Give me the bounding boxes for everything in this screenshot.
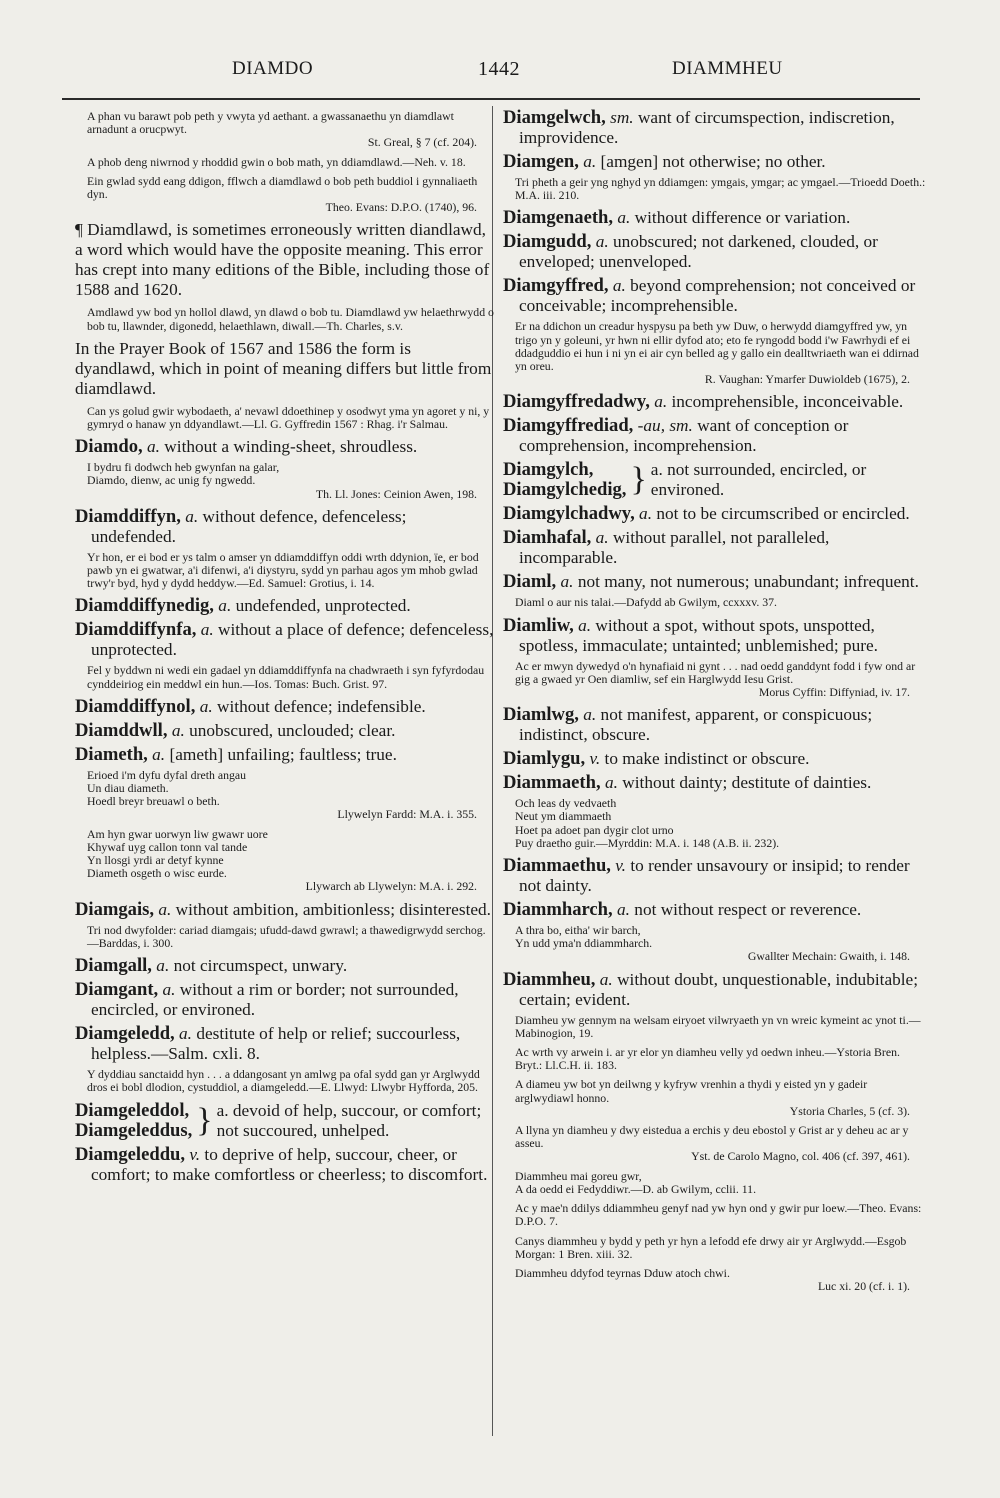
quotation-line: A diameu yw bot yn deilwng y kyfryw vrenhin a thydi y eisted yn y gadeir arglwydiawl honno. [515,1077,868,1105]
quotation-line: Ac y mae'n ddilys ddiammheu genyf nad yw hyn ond y gwir pur loew.—Theo. Evans: D.P.O. 7. [515,1201,922,1229]
dictionary-entry [503,504,928,524]
part-of-speech: a. [560,572,574,592]
entry-definition: [ameth] unfailing; faultless; true. [169,744,397,764]
paired-entry [503,460,928,500]
dictionary-entry [75,620,495,660]
quotation [87,156,495,169]
dictionary-entry [503,108,928,148]
entry-headword: Diamgylch, [503,459,594,481]
part-of-speech: a. [617,900,630,920]
entry-definition: [amgen] not otherwise; no other. [600,152,826,171]
quotation-source: Ystoria Charles, 5 (cf. 3). [789,1103,910,1118]
entry-headword: Diamgudd, [503,231,592,253]
part-of-speech: a. [200,620,214,640]
quotation [87,828,495,894]
entry-definition: to deprive of help, succour, cheer, or comfort; to make comfortless or cheerless; to discomfort. [91,1144,488,1184]
right-column [503,108,928,1299]
quotation-line: A thra bo, eitha' wir barch, [515,923,641,938]
part-of-speech: sm. [610,108,634,127]
header-rule [62,98,920,100]
quotation [515,660,928,700]
quotation [515,596,928,609]
quotation-line: Diamheu yw gennym na welsam eiryoet vilwryaeth yn vn wreic kymeint ac ynot ti.—Mabinogion, 19. [515,1012,921,1040]
part-of-speech: -au, sm. [637,416,693,436]
entry-headword: Diamgeleddol, [75,1099,190,1121]
entry-headword: Diamgylchedig, [503,479,627,501]
quotation [515,320,928,386]
part-of-speech: a. [199,696,213,716]
entry-headword: Diamgyffred, [503,275,609,297]
quotation-line: Diamdo, dienw, ac unig fy ngwedd. [87,473,256,488]
part-of-speech: a. [604,773,618,793]
quotation [87,769,495,822]
dictionary-entry [503,773,928,793]
entry-definition: without ambition, ambitionless; disinterested. [175,899,492,919]
entry-definition: not manifest, apparent, or conspicuous; indistinct, obscure. [519,705,873,745]
quotation [515,924,928,964]
entry-headword: Diamliw, [503,614,574,636]
quotation-line: Yn llosgi yrdi ar detyf kynne [87,853,224,868]
entry-headword: Diamgeleddus, [75,1119,193,1141]
paired-headwords [503,460,630,500]
quotation-line: Puy draetho guir.—Myrddin: M.A. i. 148 (A.B. ii. 232). [515,835,780,850]
quotation [87,924,495,950]
entry-definition: without a spot, without spots, unspotted, spotless, immaculate; untainted; unblemished; pure. [519,615,878,655]
entry-headword: Diammheu, [503,968,596,990]
entry-definition: without difference or variation. [634,208,851,228]
dictionary-entry [75,721,495,741]
quotation-line: Un diau diameth. [87,781,169,796]
entry-definition: unobscured; not darkened, clouded, or enveloped; unenveloped. [519,232,878,272]
brace-glyph: } [630,461,647,499]
dictionary-entry [503,152,928,172]
part-of-speech: a. [578,615,592,635]
entry-definition: beyond comprehension; not conceived or conceivable; incomprehensible. [519,276,916,316]
part-of-speech: a. [171,720,185,740]
entry-definition: without a rim or border; not surrounded, encircled, or environed. [91,980,459,1020]
quotation [515,1046,928,1072]
quotation-line: Y dyddiau sanctaidd hyn . . . a ddangosant yn amlwg pa ofal sydd gan yr Arglwydd dros ei bobl dlodion, cystuddiol, a diamgeledd.—E. Llwyd: Llwybr Hyfforda, 205. [87,1067,480,1095]
dictionary-entry [503,749,928,769]
part-of-speech: a. [617,208,631,228]
quotation-source: R. Vaughan: Ymarfer Duwioldeb (1675), 2. [704,372,910,387]
dictionary-entry [503,528,928,568]
quotation [87,664,495,690]
quotation [515,1124,928,1164]
entry-headword: Diamlygu, [503,748,586,770]
dictionary-entry [75,697,495,717]
quotation-line: Erioed i'm dyfu dyfal dreth angau [87,767,247,782]
part-of-speech: a. [156,956,170,976]
entry-definition: destitute of help or relief; succourless, helpless.—Salm. cxli. 8. [91,1024,461,1064]
quotation [87,461,495,501]
quotation-line: Diammheu ddyfod teyrnas Dduw atoch chwi. [515,1265,730,1280]
entry-headword: Diamgenaeth, [503,207,614,229]
part-of-speech: a. [612,276,626,296]
entry-headword: Diammaeth, [503,772,601,794]
dictionary-entry [75,1145,495,1185]
entry-definition: not to be circumscribed or encircled. [656,504,910,524]
quotation [87,175,495,215]
entry-definition: unobscured, unclouded; clear. [189,720,396,740]
quotation-line: Hoet pa adoet pan dygir clot urno [515,822,674,837]
dictionary-entry [503,392,928,412]
entry-headword: Diamddiffynol, [75,695,196,717]
part-of-speech: a. [639,504,653,524]
quotation-line: Fel y byddwn ni wedi ein gadael yn ddiamddiffynfa na chadwraeth i syn fyfyrdodau cynddeiriog ein meddwl ein hun.—Ios. Tomas: Buch. Grist. 97. [87,663,485,691]
entry-headword: Diamgeleddu, [75,1143,186,1165]
quotation-source: Luc xi. 20 (cf. i. 1). [817,1279,910,1294]
entry-headword: Diamgeledd, [75,1023,175,1045]
dictionary-entry [503,616,928,656]
part-of-speech: a. [152,744,166,764]
entry-headword: Diamgais, [75,898,155,920]
dictionary-entry [503,416,928,456]
quotation [515,1170,928,1196]
part-of-speech: a. [654,392,668,412]
part-of-speech: a. [583,705,597,725]
left-column [75,108,495,1189]
part-of-speech: a. [162,980,176,1000]
entry-headword: Diammharch, [503,899,613,921]
quotation [515,1267,928,1293]
entry-headword: Diamgelwch, [503,107,606,128]
dictionary-entry [503,705,928,745]
entry-headword: Diamgylchadwy, [503,503,635,525]
quotation [515,1078,928,1118]
dictionary-entry [503,856,928,896]
quotation-line: Tri pheth a geir yng nghyd yn ddiamgen: ymgais, ymgar; ac ymgael.—Trioedd Doeth.: M.A. iii. 210. [515,175,926,203]
dictionary-entry [75,956,495,976]
usage-note: ¶ Diamdlawd, is sometimes erroneously written diandlawd, a word which would have the opposite meaning. This error has crept into many editions of the Bible, including those of 1588 and 1620. [75,220,490,300]
part-of-speech: a. [583,152,597,171]
quotation [87,306,495,332]
usage-note: In the Prayer Book of 1567 and 1586 the form is dyandlawd, which in point of meaning differs but little from diamdlawd. [75,338,492,398]
quotation-line: Ac er mwyn dywedyd o'n hynafiaid ni gynt . . . nad oedd ganddynt fodd i fyw ond ar gig a gwaed yr Oen diamliw, sef ein Harglwydd Iesu Grist. [515,658,916,686]
quotation-source: Theo. Evans: D.P.O. (1740), 96. [325,200,477,215]
quotation-line: A da oedd ei Fedyddiwr.—D. ab Gwilym, cclii. 11. [515,1181,757,1196]
entry-definition: to render unsavoury or insipid; to render not dainty. [519,856,910,896]
quotation-line: Diammheu mai goreu gwr, [515,1168,642,1183]
part-of-speech: v. [615,856,626,876]
entry-definition: undefended, unprotected. [235,596,411,616]
entry-definition: without defence; indefensible. [217,696,426,716]
quotation-source: Llywarch ab Llywelyn: M.A. i. 292. [305,879,477,894]
dictionary-entry [75,900,495,920]
quotation-source: Gwallter Mechain: Gwaith, i. 148. [747,949,910,964]
quotation-source: Th. Ll. Jones: Ceinion Awen, 198. [315,486,477,501]
dictionary-entry [503,970,928,1010]
part-of-speech: a. [158,899,172,919]
quotation [515,1202,928,1228]
paired-headwords [75,1101,196,1141]
entry-headword: Diamgant, [75,979,159,1001]
dictionary-entry [75,437,495,457]
quotation-line: Am hyn gwar uorwyn liw gwawr uore [87,826,268,841]
dictionary-entry [503,900,928,920]
entry-definition: without a winding-sheet, shroudless. [164,437,418,457]
quotation-line: Diameth osgeth o wisc eurde. [87,866,227,881]
quotation [515,176,928,202]
part-of-speech: a. [218,596,232,616]
quotation-line: A llyna yn diamheu y dwy eistedua a erchis y deu ebostol y Grist ar y deheu ac ar y asseu. [515,1123,909,1151]
entry-definition: a. not surrounded, encircled, or environed. [650,460,867,500]
quotation-line: A phob deng niwrnod y rhoddid gwin o bob math, yn ddiamdlawd.—Neh. v. 18. [87,154,466,169]
dictionary-entry [503,232,928,272]
quotation-line: Tri nod dwyfolder: cariad diamgais; ufudd-dawd gwrawl; a thawedigrwydd serchog.—Barddas, i. 300. [87,922,486,950]
quotation-line: Yn udd yma'n ddiammharch. [515,936,653,951]
quotation-line: Canys diammheu y bydd y peth yr hyn a lefodd efe drwy air yr Arglwydd.—Esgob Morgan: 1 Bren. xiii. 32. [515,1233,907,1261]
quotation-source: Llywelyn Fardd: M.A. i. 355. [337,807,477,822]
quotation-line: Can ys golud gwir wybodaeth, a' nevawl ddoethinep y osodwyt yma yn agoret y ni, y gymryd o hanaw yn ddyandlawt.—Ll. G. Gyffredin 1567 : Rhag. i'r Salmau. [87,403,490,432]
entry-definition: not without respect or reverence. [634,900,862,920]
entry-definition: want of circumspection, indiscretion, improvidence. [519,108,895,147]
entry-headword: Diaml, [503,571,557,593]
quotation-line: A phan vu barawt pob peth y vwyta yd aethant. a gwassanaethu yn diamdlawt arnadunt a orucpwyt. [87,109,454,137]
quotation [87,1068,495,1094]
entry-definition: want of conception or comprehension, incomprehension. [519,416,849,456]
entry-definition: a. devoid of help, succour, or comfort; not succoured, unhelped. [216,1100,482,1140]
dictionary-entry [75,980,495,1020]
entry-headword: Diamddiffynedig, [75,595,214,617]
quotation [87,405,495,431]
entry-definition: not many, not numerous; unabundant; infrequent. [577,572,919,592]
quotation-line: Yr hon, er ei bod er ys talm o amser yn ddiamddiffyn oddi wrth ddynion, ïe, er bod pawb yn ei gwatwar, a'i difenwi, a'i diystyru, sydd yn parhau agos ym mhob gwlad trwy'r byd, hyd y dydd heddyw.—Ed. Samuel: Grotius, i. 14. [87,549,479,591]
quotation [87,551,495,591]
quotation-source: St. Greal, § 7 (cf. 204). [367,135,477,150]
part-of-speech: a. [599,969,613,989]
quotation [515,1014,928,1040]
part-of-speech: a. [595,528,609,548]
entry-headword: Diamdo, [75,436,143,458]
dictionary-entry [75,1024,495,1064]
part-of-speech: v. [189,1144,201,1164]
entry-definition: without dainty; destitute of dainties. [622,773,872,793]
entry-headword: Diammaethu, [503,855,611,877]
part-of-speech: a. [179,1024,192,1044]
dictionary-entry [75,596,495,616]
running-head-right: DIAMMHEU [672,58,783,79]
quotation-line: Ac wrth vy arwein i. ar yr elor yn diamheu velly yd oedwn inheu.—Ystoria Bren. Bryt.: Ll.C.H. ii. 183. [515,1045,900,1073]
quotation-line: Ein gwlad sydd eang ddigon, fflwch a diamdlawd o bob peth buddiol i gynnaliaeth dyn. [87,173,478,202]
entry-definition: incomprehensible, inconceivable. [671,392,904,412]
entry-headword: Diameth, [75,743,148,765]
entry-headword: Diamgyffrediad, [503,415,634,437]
quotation-line: Diaml o aur nis talai.—Dafydd ab Gwilym, ccxxxv. 37. [515,595,777,610]
quotation [515,797,928,850]
part-of-speech: a. [147,437,160,457]
quotation-line: Hoedl breyr breuawl o beth. [87,794,220,809]
entry-definition: not circumspect, unwary. [173,956,348,976]
running-head-left: DIAMDO [232,58,314,79]
entry-headword: Diamhafal, [503,527,592,549]
page-number: 1442 [478,58,520,80]
quotation [515,1235,928,1261]
entry-definition: without doubt, unquestionable, indubitable; certain; evident. [519,969,919,1009]
entry-headword: Diamgen, [503,151,579,172]
paired-entry [75,1101,495,1141]
quotation-source: Yst. de Carolo Magno, col. 406 (cf. 397, 461). [691,1149,910,1164]
entry-headword: Diamlwg, [503,704,579,726]
entry-headword: Diamddiffyn, [75,505,181,527]
quotation-line: Khywaf uyg callon tonn val tande [87,839,248,854]
quotation-line: Och leas dy vedvaeth [515,796,617,811]
dictionary-entry [503,572,928,592]
dictionary-entry [75,745,495,765]
part-of-speech: a. [185,506,199,526]
quotation-line: Neut ym diammaeth [515,809,612,824]
entry-headword: Diamddwll, [75,719,168,741]
entry-headword: Diamddiffynfa, [75,619,197,641]
brace-glyph: } [196,1101,213,1139]
part-of-speech: v. [589,749,601,769]
entry-definition: without parallel, not paralleled, incomparable. [519,528,830,568]
part-of-speech: a. [595,232,609,252]
entry-headword: Diamgyffredadwy, [503,391,650,413]
dictionary-entry [75,507,495,547]
quotation-line: Amdlawd yw bod yn hollol dlawd, yn dlawd o bob tu. Diamdlawd yw helaethrwydd o bob tu, llawnder, digonedd, helaethlawn, diwall.—Th. Charles, s.v. [87,305,494,333]
quotation-line: I bydru fi dodwch heb gwynfan na galar, [87,460,280,475]
dictionary-entry [503,276,928,316]
quotation-line: Er na ddichon un creadur hyspysu pa beth yw Duw, o herwydd diamgyffred yw, yn trigo yn y goleuni, yr hwn ni ellir dyfod ato; eto fe ryngodd bodd i'w Fawrhydi ef ei ddadguddio ei hun i ni yn ei air cyn belled ag y gallo ein dealltwriaeth wan ei ddirnad yn oreu. [515,319,919,374]
dictionary-entry [503,208,928,228]
entry-definition: without defence, defenceless; undefended. [91,506,407,546]
entry-definition: without a place of defence; defenceless, unprotected. [91,620,494,660]
entry-definition: to make indistinct or obscure. [604,749,810,769]
quotation-source: Morus Cyffin: Diffyniad, iv. 17. [758,685,910,700]
entry-headword: Diamgall, [75,955,152,977]
quotation [87,110,495,150]
